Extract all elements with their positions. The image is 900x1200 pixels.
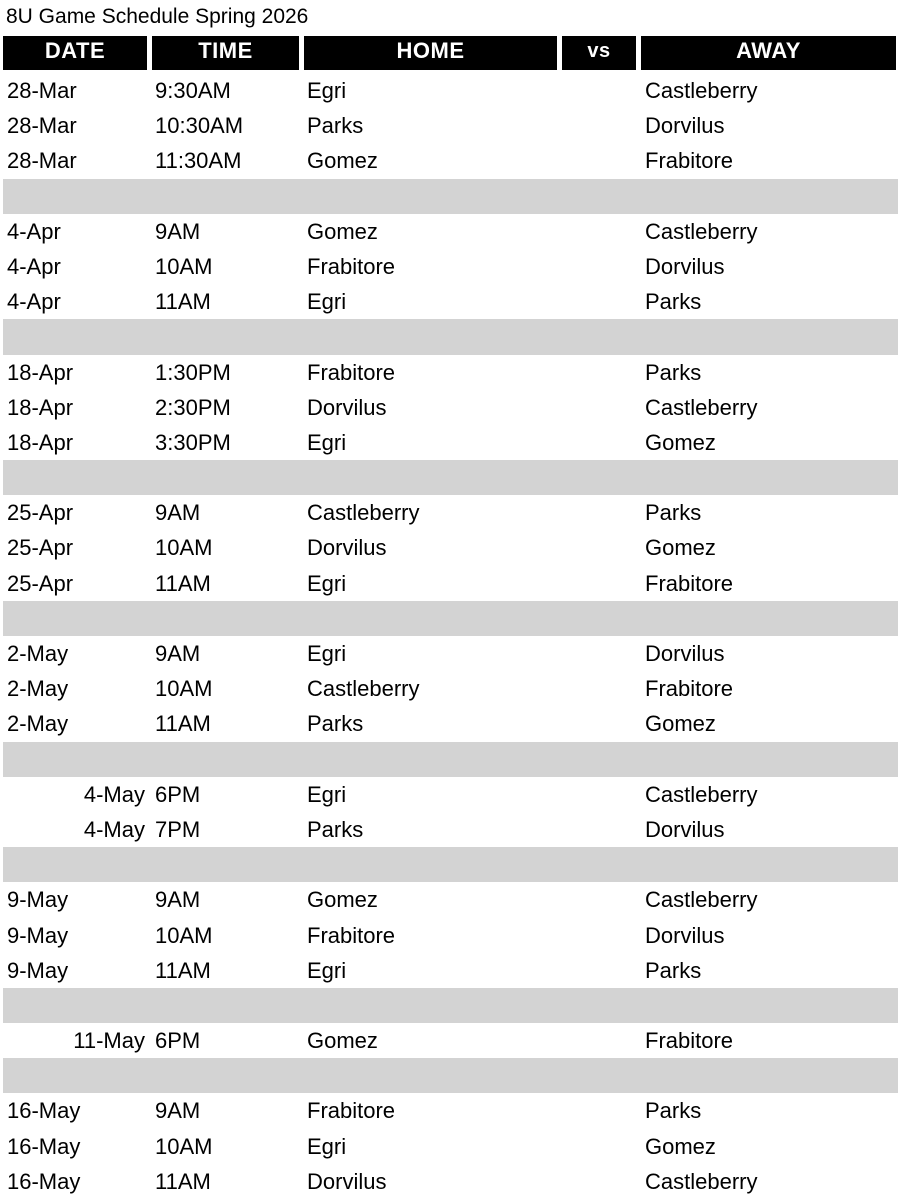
header-away[interactable]: AWAY	[641, 36, 896, 70]
game-date: 9-May	[7, 922, 69, 948]
game-date: 18-Apr	[7, 359, 74, 385]
header-time[interactable]: TIME	[152, 36, 299, 70]
home-team: Egri	[307, 289, 347, 315]
game-date: 2-May	[7, 711, 69, 737]
away-team: Parks	[645, 957, 702, 983]
away-team: Castleberry	[645, 394, 758, 420]
game-date: 18-Apr	[7, 429, 74, 455]
game-time: 10AM	[155, 1133, 213, 1159]
game-time: 6PM	[155, 781, 201, 807]
home-team: Castleberry	[307, 676, 420, 702]
home-team: Egri	[307, 570, 347, 596]
home-team: Egri	[307, 78, 347, 103]
home-team: Egri	[307, 429, 347, 455]
table-header	[0, 34, 900, 72]
away-team: Frabitore	[645, 148, 734, 174]
game-date: 16-May	[7, 1168, 81, 1194]
away-team: Gomez	[645, 429, 716, 455]
home-team: Dorvilus	[307, 394, 387, 420]
header-vs[interactable]: vs	[562, 36, 636, 70]
game-date: 4-Apr	[7, 218, 61, 244]
away-team: Dorvilus	[645, 922, 725, 948]
game-row[interactable]	[0, 355, 900, 390]
game-date: 4-Apr	[7, 253, 61, 279]
game-time: 10AM	[155, 253, 213, 279]
game-time: 9AM	[155, 500, 201, 526]
separator-row	[3, 601, 898, 636]
game-row[interactable]	[0, 636, 900, 671]
game-time: 11AM	[155, 289, 211, 315]
away-team: Dorvilus	[645, 641, 725, 666]
away-team: Parks	[645, 359, 702, 385]
game-row[interactable]	[0, 918, 900, 953]
game-date: 4-May	[83, 816, 145, 842]
game-date: 16-May	[7, 1133, 81, 1159]
game-row[interactable]	[0, 671, 900, 706]
game-date: 18-Apr	[7, 394, 74, 420]
away-team: Castleberry	[645, 887, 758, 913]
header-home[interactable]: HOME	[304, 36, 557, 70]
game-row[interactable]	[0, 390, 900, 425]
home-team: Parks	[307, 711, 364, 737]
home-team: Egri	[307, 641, 347, 666]
game-row[interactable]	[0, 566, 900, 601]
game-time: 10:30AM	[155, 113, 244, 139]
separator-row	[3, 988, 898, 1023]
game-row[interactable]	[0, 425, 900, 460]
game-row[interactable]	[0, 143, 900, 178]
game-row[interactable]	[0, 284, 900, 319]
away-team: Castleberry	[645, 1168, 758, 1194]
game-row[interactable]	[0, 812, 900, 847]
home-team: Parks	[307, 816, 364, 842]
header-date[interactable]: DATE	[3, 36, 147, 70]
away-team: Castleberry	[645, 218, 758, 244]
game-row[interactable]	[0, 214, 900, 249]
game-date: 28-Mar	[7, 113, 77, 139]
game-date: 4-Apr	[7, 289, 61, 315]
game-time: 11AM	[155, 711, 211, 737]
game-date: 9-May	[7, 957, 69, 983]
game-date: 2-May	[7, 641, 69, 666]
away-team: Frabitore	[645, 676, 734, 702]
home-team: Egri	[307, 1133, 347, 1159]
home-team: Dorvilus	[307, 1168, 387, 1194]
away-team: Frabitore	[645, 1028, 734, 1054]
game-time: 11AM	[155, 957, 211, 983]
game-time: 9AM	[155, 641, 201, 666]
away-team: Dorvilus	[645, 253, 725, 279]
schedule-grid	[0, 73, 900, 1199]
game-row[interactable]	[0, 249, 900, 284]
game-time: 10AM	[155, 922, 213, 948]
game-row[interactable]	[0, 1023, 900, 1058]
game-row[interactable]	[0, 530, 900, 565]
away-team: Dorvilus	[645, 113, 725, 139]
home-team: Frabitore	[307, 253, 396, 279]
game-time: 9AM	[155, 218, 201, 244]
game-row[interactable]	[0, 1129, 900, 1164]
schedule-title: 8U Game Schedule Spring 2026	[6, 5, 309, 28]
separator-row	[3, 319, 898, 354]
game-row[interactable]	[0, 953, 900, 988]
game-row[interactable]	[0, 706, 900, 741]
game-date: 25-Apr	[7, 500, 74, 526]
game-row[interactable]	[0, 777, 900, 812]
game-row[interactable]	[0, 1093, 900, 1128]
home-team: Gomez	[307, 887, 378, 913]
home-team: Parks	[307, 113, 364, 139]
home-team: Gomez	[307, 148, 378, 174]
away-team: Gomez	[645, 711, 716, 737]
game-time: 3:30PM	[155, 429, 231, 455]
home-team: Egri	[307, 957, 347, 983]
home-team: Frabitore	[307, 1098, 396, 1124]
game-time: 1:30PM	[155, 359, 231, 385]
home-team: Egri	[307, 781, 347, 807]
away-team: Parks	[645, 500, 702, 526]
game-date: 25-Apr	[7, 535, 74, 561]
game-date: 16-May	[7, 1098, 81, 1124]
game-time: 9:30AM	[155, 78, 231, 103]
home-team: Frabitore	[307, 922, 396, 948]
game-time: 10AM	[155, 535, 213, 561]
away-team: Castleberry	[645, 781, 758, 807]
game-row[interactable]	[0, 73, 900, 108]
game-row[interactable]	[0, 495, 900, 530]
game-row[interactable]	[0, 882, 900, 917]
away-team: Parks	[645, 289, 702, 315]
separator-row	[3, 460, 898, 495]
game-time: 9AM	[155, 887, 201, 913]
home-team: Gomez	[307, 1028, 378, 1054]
home-team: Dorvilus	[307, 535, 387, 561]
game-date: 9-May	[7, 887, 69, 913]
game-time: 6PM	[155, 1028, 201, 1054]
game-time: 11AM	[155, 570, 211, 596]
away-team: Frabitore	[645, 570, 734, 596]
game-time: 9AM	[155, 1098, 201, 1124]
game-date: 28-Mar	[7, 78, 77, 103]
away-team: Gomez	[645, 1133, 716, 1159]
game-date: 28-Mar	[7, 148, 77, 174]
game-time: 11AM	[155, 1168, 211, 1194]
game-date: 2-May	[7, 676, 69, 702]
game-row[interactable]	[0, 1164, 900, 1199]
away-team: Gomez	[645, 535, 716, 561]
game-date: 25-Apr	[7, 570, 74, 596]
separator-row	[3, 179, 898, 214]
game-row[interactable]	[0, 108, 900, 143]
separator-row	[3, 1058, 898, 1093]
game-time: 10AM	[155, 676, 213, 702]
away-team: Dorvilus	[645, 816, 725, 842]
game-time: 2:30PM	[155, 394, 231, 420]
game-date: 11-May	[73, 1028, 145, 1054]
game-date: 4-May	[83, 781, 145, 807]
home-team: Frabitore	[307, 359, 396, 385]
away-team: Castleberry	[645, 78, 758, 103]
away-team: Parks	[645, 1098, 702, 1124]
separator-row	[3, 847, 898, 882]
game-time: 7PM	[155, 816, 201, 842]
separator-row	[3, 742, 898, 777]
home-team: Gomez	[307, 218, 378, 244]
game-time: 11:30AM	[155, 148, 242, 174]
home-team: Castleberry	[307, 500, 420, 526]
